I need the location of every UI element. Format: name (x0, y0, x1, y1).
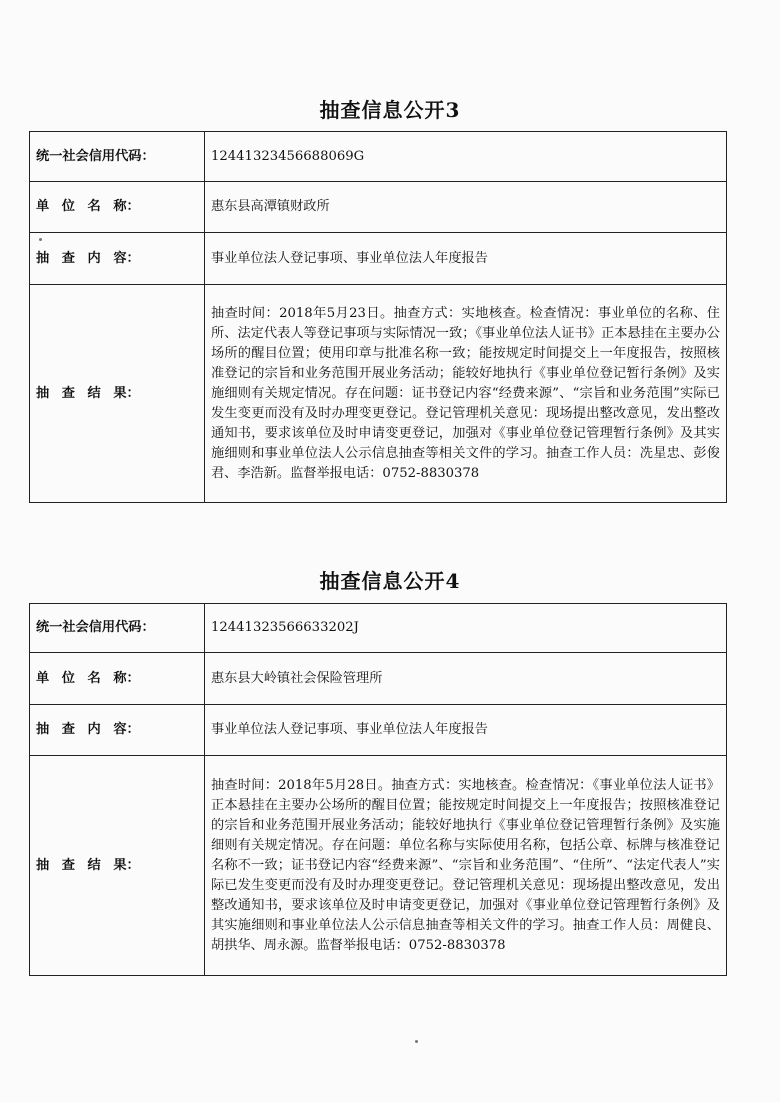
scan-speck (415, 1040, 418, 1043)
value-credit-code: 12441323566633202J (205, 604, 727, 653)
value-inspection-result: 抽查时间：2018年5月28日。抽查方式：实地核查。检查情况：《事业单位法人证书》正本悬挂在主要办公场所的醒目位置；能按规定时间提交上一年度报告；按照核准登记的宗旨和业务范围开展业务活动；能较好地执行《事业单位登记管理暂行条例》及实施细则有关规定情况。存在问题：单位名称与实际使用名称，包括公章、标牌与核准登记名称不一致；证书登记内容“经费来源”、“宗旨和业务范围”、“住所”、“法定代表人”实际已发生变更而没有及时办理变更登记。登记管理机关意见：现场提出整改意见，发出整改通知书，要求该单位及时申请变更登记，加强对《事业单位登记管理暂行条例》及其实施细则和事业单位法人公示信息抽查等相关文件的学习。抽查工作人员：周健良、胡拱华、周永源。监督举报电话：0752-8830378 (205, 756, 727, 976)
label-credit-code: 统一社会信用代码： (30, 132, 205, 182)
value-unit-name: 惠东县大岭镇社会保险管理所 (205, 653, 727, 705)
section-title-4: 抽查信息公开4 (319, 569, 461, 593)
row-inspection-content (30, 233, 727, 285)
inspection-table-3 (29, 131, 727, 503)
label-unit-name: 单 位 名 称： (30, 182, 205, 233)
label-inspection-result: 抽 查 结 果： (30, 285, 205, 503)
value-inspection-result: 抽查时间：2018年5月23日。抽查方式：实地核查。检查情况：事业单位的名称、住所、法定代表人等登记事项与实际情况一致；《事业单位法人证书》正本悬挂在主要办公场所的醒目位置；使用印章与批准名称一致；能按规定时间提交上一年度报告，按照核准登记的宗旨和业务范围开展业务活动；能较好地执行《事业单位登记暂行条例》及实施细则有关规定情况。存在问题：证书登记内容“经费来源”、“宗旨和业务范围”实际已发生变更而没有及时办理变更登记。登记管理机关意见：现场提出整改意见，发出整改通知书，要求该单位及时申请变更登记，加强对《事业单位登记管理暂行条例》及其实施细则和事业单位法人公示信息抽查等相关文件的学习。抽查工作人员：冼星忠、彭俊君、李浩新。监督举报电话：0752-8830378 (205, 285, 727, 503)
section-title-3: 抽查信息公开3 (319, 98, 461, 122)
value-unit-name: 惠东县高潭镇财政所 (205, 182, 727, 233)
row-credit-code (30, 604, 727, 653)
value-credit-code: 12441323456688069G (205, 132, 727, 182)
label-unit-name: 单 位 名 称： (30, 653, 205, 705)
label-inspection-content: 抽 查 内 容： (30, 233, 205, 285)
row-inspection-content (30, 705, 727, 756)
label-inspection-content: 抽 查 内 容： (30, 705, 205, 756)
row-credit-code (30, 132, 727, 182)
row-inspection-result (30, 285, 727, 503)
scan-speck (39, 238, 42, 241)
row-inspection-result (30, 756, 727, 976)
value-inspection-content: 事业单位法人登记事项、事业单位法人年度报告 (205, 705, 727, 756)
row-unit-name (30, 182, 727, 233)
value-inspection-content: 事业单位法人登记事项、事业单位法人年度报告 (205, 233, 727, 285)
label-credit-code: 统一社会信用代码： (30, 604, 205, 653)
label-inspection-result: 抽 查 结 果： (30, 756, 205, 976)
inspection-table-4 (29, 603, 727, 976)
row-unit-name (30, 653, 727, 705)
